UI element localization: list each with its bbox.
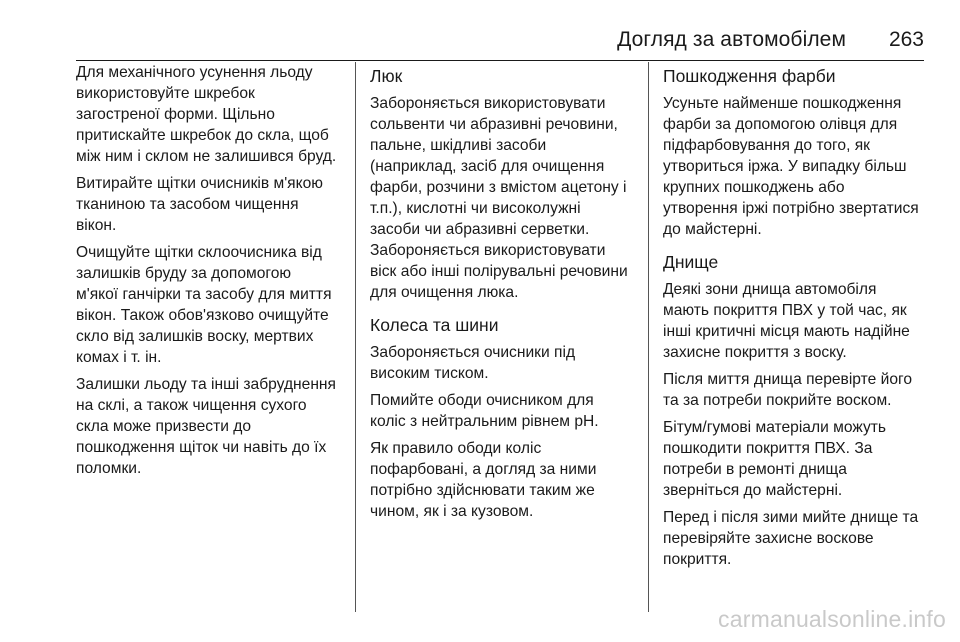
text-line: вікон. <box>76 217 117 234</box>
section-heading: Пошкодження фарби <box>663 66 836 86</box>
text-line: Помийте ободи очисником для <box>370 392 594 409</box>
text-line: комах і т. ін. <box>76 349 162 366</box>
text-line: перевіряйте захисне воскове <box>663 530 874 547</box>
text-line: використовуйте шкребок <box>76 85 255 102</box>
text-line: засоби чи абразивні серветки. <box>370 221 590 238</box>
section-heading: Колеса та шини <box>370 315 499 335</box>
text-line: зверніться до майстерні. <box>663 482 843 499</box>
text-line: м'якої ганчірки та засобу для миття <box>76 286 332 303</box>
text-line: поломки. <box>76 460 142 477</box>
text-line: притискайте шкребок до скла, щоб <box>76 127 329 144</box>
text-line: фарби, розчини з вмістом ацетону і <box>370 179 627 196</box>
text-line: сольвенти чи абразивні речовини, <box>370 116 618 133</box>
page-header <box>76 26 924 61</box>
paragraph <box>76 242 346 368</box>
text-column-2 <box>370 62 638 528</box>
text-line: інші критичні місця мають надійне <box>663 323 910 340</box>
paragraph <box>663 507 927 570</box>
text-line: потрібно здійснювати таким же <box>370 482 595 499</box>
paragraph <box>663 279 927 363</box>
text-line: загостреної форми. Щільно <box>76 106 275 123</box>
paragraph <box>370 93 638 303</box>
text-line: Залишки льоду та інші забруднення <box>76 376 336 393</box>
text-line: Перед і після зими мийте днище та <box>663 509 919 526</box>
page-number: 263 <box>888 28 924 51</box>
text-line: фарби за допомогою олівця для <box>663 116 898 133</box>
paragraph <box>370 438 638 522</box>
text-line: утворення іржі потрібно звертатися <box>663 200 919 217</box>
text-line: покриття. <box>663 551 732 568</box>
text-line: залишків бруду за допомогою <box>76 265 292 282</box>
text-line: Після миття днища перевірте його <box>663 371 913 388</box>
text-line: крупних пошкоджень або <box>663 179 845 196</box>
text-line: пофарбовані, а догляд за ними <box>370 461 597 478</box>
text-line: чином, як і за кузовом. <box>370 503 534 520</box>
text-line: до майстерні. <box>663 221 762 238</box>
text-line: Забороняється використовувати <box>370 242 606 259</box>
text-line: потреби в ремонті днища <box>663 461 847 478</box>
text-column-3 <box>663 62 927 576</box>
text-line: скла може призвести до <box>76 418 252 435</box>
paragraph <box>663 369 927 411</box>
paragraph <box>76 173 346 236</box>
text-line: Усуньте найменше пошкодження <box>663 95 902 112</box>
text-line: Бітум/гумові матеріали можуть <box>663 419 887 436</box>
text-line: високим тиском. <box>370 365 489 382</box>
text-line: захисне покриття з воску. <box>663 344 847 361</box>
text-line: Деякі зони днища автомобіля <box>663 281 877 298</box>
text-line: пальне, шкідливі засоби <box>370 137 547 154</box>
text-line: мають покриття ПВХ у той час, як <box>663 302 907 319</box>
section-heading: Днище <box>663 252 719 272</box>
text-line: підфарбовування до того, як <box>663 137 870 154</box>
text-line: Забороняється використовувати <box>370 95 606 112</box>
text-line: між ним і склом не залишився бруд. <box>76 148 337 165</box>
text-line: скло від залишків воску, мертвих <box>76 328 314 345</box>
text-line: віск або інші полірувальні речовини <box>370 263 628 280</box>
text-column-1 <box>76 62 346 485</box>
text-line: утвориться іржа. У випадку більш <box>663 158 907 175</box>
text-line: Витирайте щітки очисників м'якою <box>76 175 323 192</box>
text-line: Для механічного усунення льоду <box>76 64 313 81</box>
paragraph <box>76 374 346 479</box>
text-line: та за потреби покрийте воском. <box>663 392 892 409</box>
text-line: тканиною та засобом чищення <box>76 196 299 213</box>
section-title: Догляд за автомобілем <box>617 28 846 51</box>
column-divider <box>648 62 649 612</box>
paragraph <box>663 417 927 501</box>
paragraph <box>370 390 638 432</box>
column-divider <box>355 62 356 612</box>
text-line: Забороняється очисники під <box>370 344 576 361</box>
paragraph <box>663 93 927 240</box>
text-line: для очищення люка. <box>370 284 519 301</box>
paragraph <box>76 62 346 167</box>
text-line: т.п.), кислотні чи високолужні <box>370 200 581 217</box>
paragraph <box>370 342 638 384</box>
text-line: Очищуйте щітки склоочисника від <box>76 244 322 261</box>
text-line: Як правило ободи коліс <box>370 440 542 457</box>
text-line: коліс з нейтральним рівнем pH. <box>370 413 599 430</box>
watermark: carmanualsonline.info <box>718 606 946 632</box>
text-line: пошкодити покриття ПВХ. За <box>663 440 873 457</box>
text-line: вікон. Також обов'язково очищуйте <box>76 307 329 324</box>
text-line: на склі, а також чищення сухого <box>76 397 307 414</box>
text-line: пошкодження щіток чи навіть до їх <box>76 439 327 456</box>
text-line: (наприклад, засіб для очищення <box>370 158 605 175</box>
section-heading: Люк <box>370 66 403 86</box>
